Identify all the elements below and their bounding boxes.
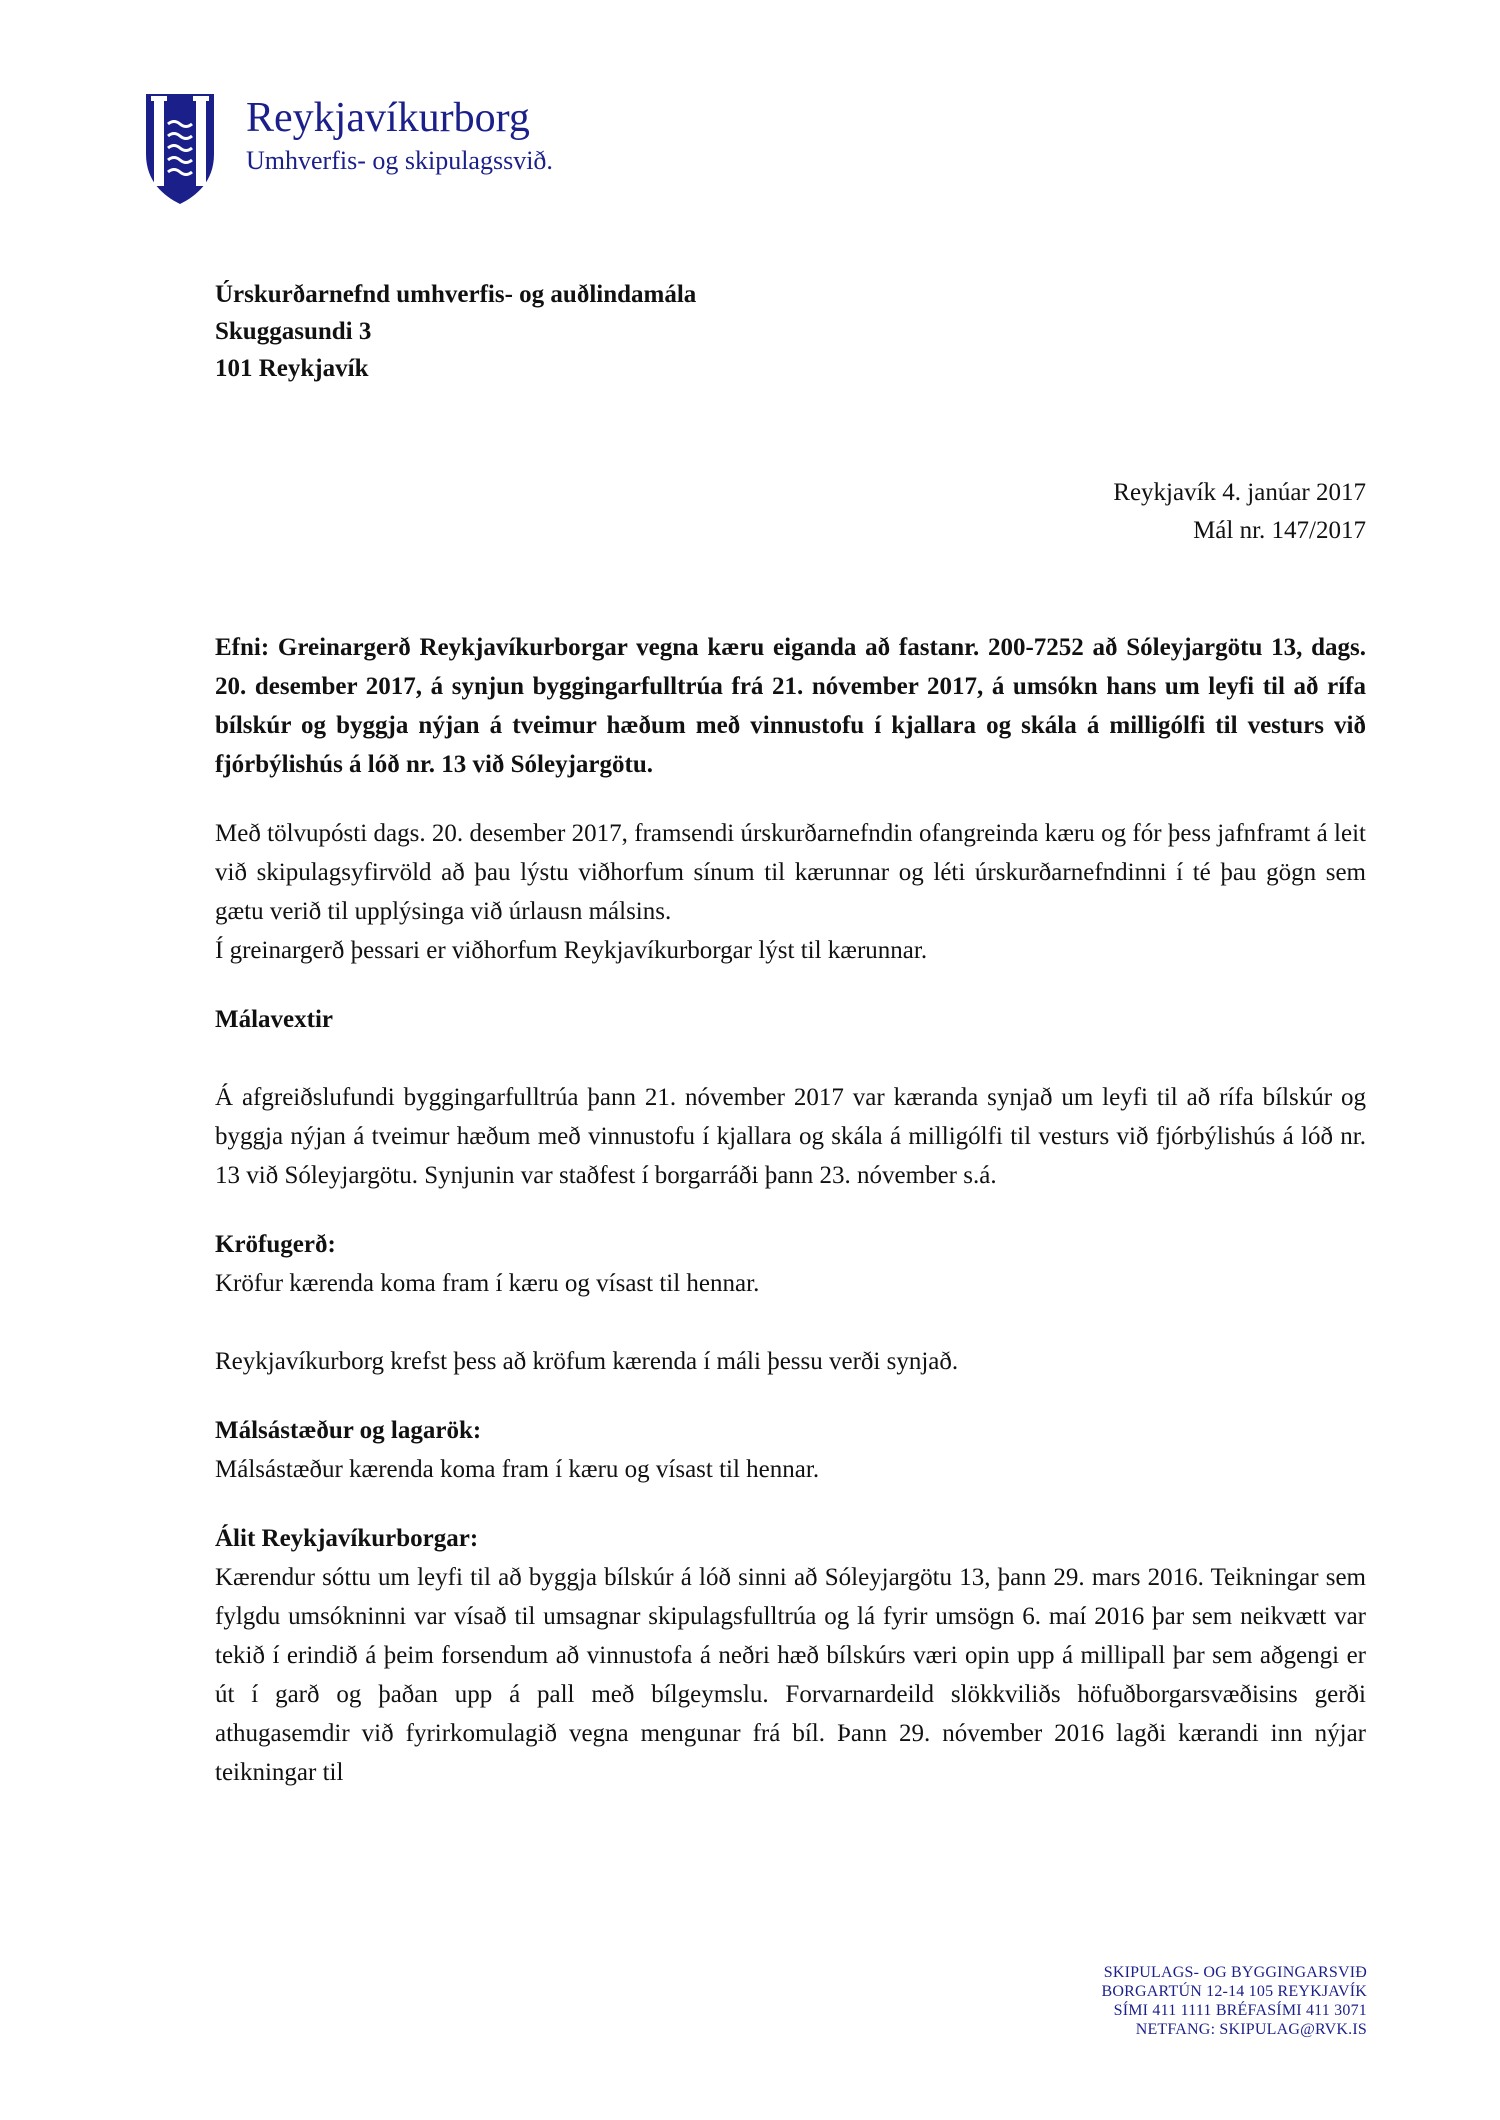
arguments-paragraph: Málsástæður kærenda koma fram í kæru og vísast til hennar. [215,1456,820,1483]
recipient-name: Úrskurðarnefnd umhverfis- og auðlindamála [215,281,697,308]
recipient-address [215,276,1115,387]
section-heading-opinion: Álit Reykjavíkurborgar: [215,1525,479,1552]
recipient-street: Skuggasundi 3 [215,318,372,345]
footer-email: NETFANG: SKIPULAG@RVK.IS [1135,2021,1367,2038]
section-heading-facts: Málavextir [215,1006,334,1033]
section-heading-claims: Kröfugerð: [215,1231,336,1258]
letter-meta [1113,474,1366,550]
footer-contact [1102,1963,1367,2039]
recipient-city: 101 Reykjavík [215,355,369,382]
letter-date: Reykjavík 4. janúar 2017 [1113,479,1366,506]
subject-line: Efni: Greinargerð Reykjavíkurborgar vegna kæru eiganda að fastanr. 200-7252 að Sóleyjargötu 13, dags. 20. desember 2017, á synjun byggingarfulltrúa frá 21. nóvember 2017, á umsókn hans um leyfi til að rífa bílskúr og byggja nýjan á tveimur hæðum með vinnustofu í kjallara og skála á milligólfi til vesturs við fjórbýlishús á lóð nr. 13 við Sóleyjargötu. [215,634,1366,778]
claims-paragraph-2: Reykjavíkurborg krefst þess að kröfum kærenda í máli þessu verði synjað. [215,1348,959,1375]
footer-department: SKIPULAGS- OG BYGGINGARSVIÐ [1103,1964,1367,1981]
org-name: Reykjavíkurborg [246,95,530,141]
letter-body [215,628,1366,1792]
section-heading-arguments: Málsástæður og lagarök: [215,1417,482,1444]
facts-paragraph: Á afgreiðslufundi byggingarfulltrúa þann 21. nóvember 2017 var kæranda synjað um leyfi til að rífa bílskúr og byggja nýjan á tveimur hæðum með vinnustofu í kjallara og skála á milligólfi til vesturs við fjórbýlishús á lóð nr. 13 við Sóleyjargötu. Synjunin var staðfest í borgarráði þann 23. nóvember s.á. [215,1084,1366,1189]
intro-paragraph: Með tölvupósti dags. 20. desember 2017, framsendi úrskurðarnefndin ofangreinda kæru og fór þess jafnframt á leit við skipulagsyfirvöld að þau lýstu viðhorfum sínum til kærunnar og léti úrskurðarnefndinni í té þau gögn sem gætu verið til upplýsinga við úrlausn málsins. [215,820,1366,925]
footer-phone: SÍMI 411 1111 BRÉFASÍMI 411 3071 [1113,2002,1367,2019]
opinion-paragraph: Kærendur sóttu um leyfi til að byggja bílskúr á lóð sinni að Sóleyjargötu 13, þann 29. mars 2016. Teikningar sem fylgdu umsókninni var vísað til umsagnar skipulagsfulltrúa og lá fyrir umsögn 6. maí 2016 þar sem neikvætt var tekið í erindið á þeim forsendum að vinnustofa á neðri hæð bílskúrs væri opin upp á millipall þar sem aðgengi er út í garð og þaðan upp á pall með bílgeymslu. Forvarnardeild slökkviliðs höfuðborgarsvæðisins gerði athugasemdir við fyrirkomulagið vegna mengunar frá bíl. Þann 29. nóvember 2016 lagði kærandi inn nýjar teikningar til [215,1564,1366,1786]
city-coat-of-arms-icon [144,92,216,206]
case-number: Mál nr. 147/2017 [1193,517,1366,544]
claims-paragraph: Kröfur kærenda koma fram í kæru og vísast til hennar. [215,1270,760,1297]
letterhead [144,92,784,212]
footer-address: BORGARTÚN 12-14 105 REYKJAVÍK [1101,1983,1367,2000]
department-name: Umhverfis- og skipulagssvið. [246,146,553,175]
intro-paragraph-2: Í greinargerð þessari er viðhorfum Reykjavíkurborgar lýst til kærunnar. [215,937,928,964]
